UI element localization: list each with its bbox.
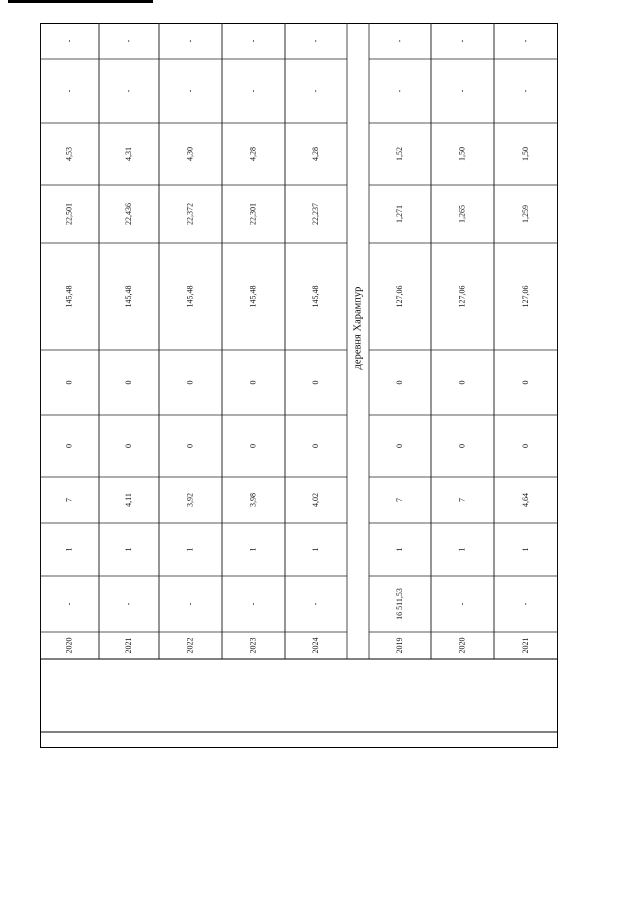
table-cell: 7: [64, 498, 74, 502]
top-rule: [8, 0, 153, 3]
year-cell: 2024: [310, 637, 320, 654]
table-cell: -: [457, 89, 467, 93]
year-cell: 2021: [520, 637, 530, 654]
table-cell: 0: [123, 444, 133, 448]
table-cell: -: [123, 39, 133, 43]
year-cell: 2020: [457, 637, 467, 654]
table-cell: 1,52: [394, 147, 404, 161]
table-cell: 127,06: [520, 285, 530, 308]
table-cell: 0: [248, 444, 258, 448]
year-cell: 2022: [185, 637, 195, 654]
table-cell: -: [64, 39, 74, 43]
table-cell: -: [520, 602, 530, 606]
table-cell: 1,265: [457, 205, 467, 223]
table-cell: -: [310, 89, 320, 93]
table-cell: -: [394, 39, 404, 43]
table-cell: 4,31: [123, 147, 133, 161]
table-cell: 22,501: [64, 203, 74, 225]
year-cell: 2020: [64, 637, 74, 654]
table-cell: 1,271: [394, 205, 404, 223]
table-cell: 7: [457, 498, 467, 502]
table-cell: 0: [310, 380, 320, 385]
table-cell: -: [64, 602, 74, 606]
table-cell: 1: [123, 547, 133, 552]
table-cell: 3,92: [185, 493, 195, 507]
table-cell: -: [310, 602, 320, 606]
table-cell: -: [520, 89, 530, 93]
table-cell: 0: [64, 380, 74, 385]
table-cell: 1: [457, 547, 467, 552]
table-cell: -: [64, 89, 74, 93]
table-cell: 22,372: [185, 203, 195, 225]
table-cell: -: [248, 89, 258, 93]
table-cell: 1,50: [457, 147, 467, 161]
table-cell: -: [185, 39, 195, 43]
table-cell: 145,48: [123, 285, 133, 308]
table-cell: 1: [310, 547, 320, 552]
table-cell: -: [248, 39, 258, 43]
table-cell: 0: [457, 444, 467, 448]
table-cell: 0: [310, 444, 320, 448]
table-cell: 145,48: [248, 285, 258, 308]
table-cell: 7: [394, 498, 404, 502]
table-cell: 0: [123, 380, 133, 385]
rotated-table-page: [40, 23, 558, 748]
table-cell: -: [394, 89, 404, 93]
table-cell: 0: [185, 444, 195, 448]
year-cell: 2023: [248, 637, 258, 654]
table-cell: 0: [457, 380, 467, 385]
table-cell: 22,301: [248, 203, 258, 225]
table-cell: 0: [185, 380, 195, 385]
tariff-table: [40, 23, 558, 748]
table-cell: 1: [520, 547, 530, 552]
table-border: [41, 24, 558, 748]
year-cell: 2021: [123, 637, 133, 654]
table-cell: 4,64: [520, 493, 530, 507]
table-cell: 0: [394, 380, 404, 385]
table-cell: 4,28: [310, 147, 320, 161]
table-cell: -: [185, 602, 195, 606]
table-cell: 0: [394, 444, 404, 448]
year-cell: 2019: [394, 637, 404, 654]
table-cell: 22,436: [123, 203, 133, 225]
table-cell: -: [520, 39, 530, 43]
table-cell: 4,11: [123, 493, 133, 507]
table-cell: 1,50: [520, 147, 530, 161]
table-cell: 4,02: [310, 493, 320, 507]
table-cell: -: [248, 602, 258, 606]
table-cell: 3,98: [248, 493, 258, 507]
table-cell: 1: [64, 547, 74, 552]
table-cell: 16 511,53: [394, 588, 404, 620]
table-cell: 4,53: [64, 147, 74, 161]
section-label: деревня Харампур: [352, 286, 364, 370]
table-cell: 1: [394, 547, 404, 552]
table-cell: 0: [520, 380, 530, 385]
table-cell: -: [123, 602, 133, 606]
table-cell: 4,30: [185, 147, 195, 161]
table-cell: 0: [520, 444, 530, 448]
table-cell: 4,28: [248, 147, 258, 161]
table-cell: 22,237: [310, 203, 320, 225]
table-cell: -: [457, 39, 467, 43]
table-cell: -: [457, 602, 467, 606]
table-cell: 1: [248, 547, 258, 552]
table-cell: 1: [185, 547, 195, 552]
table-cell: 0: [64, 444, 74, 448]
table-cell: 145,48: [310, 285, 320, 308]
table-cell: -: [123, 89, 133, 93]
table-cell: 0: [248, 380, 258, 385]
table-cell: 145,48: [185, 285, 195, 308]
table-cell: 145,48: [64, 285, 74, 308]
table-cell: 127,06: [457, 285, 467, 308]
table-cell: 1,259: [520, 205, 530, 223]
table-cell: -: [310, 39, 320, 43]
table-cell: -: [185, 89, 195, 93]
table-cell: 127,06: [394, 285, 404, 308]
